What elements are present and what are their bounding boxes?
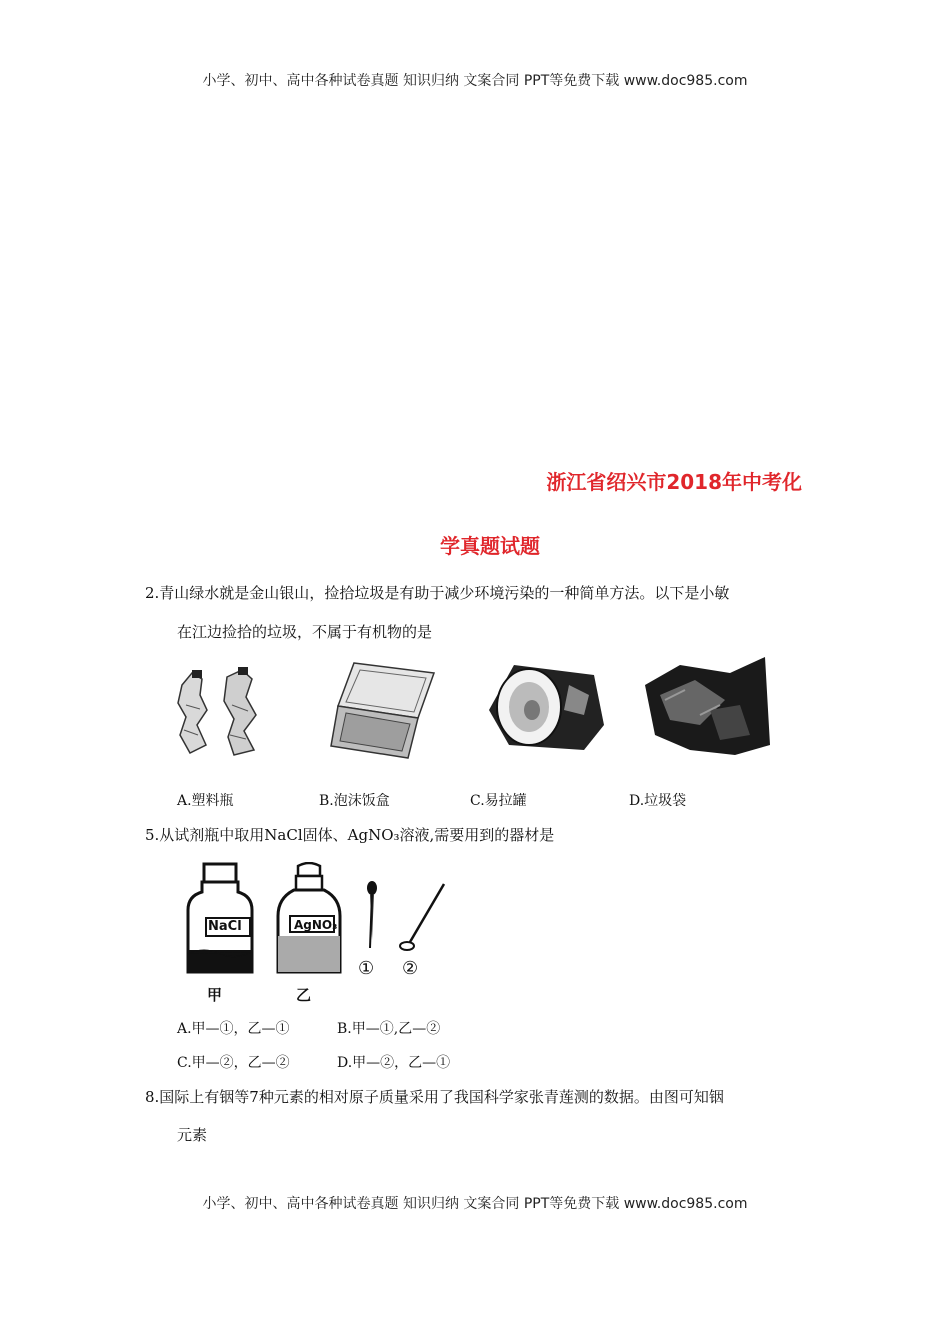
garbage-bag-image [640,655,772,760]
q2-text-line-1: 2.青山绿水就是金山银山，捡拾垃圾是有助于减少环境污染的一种简单方法。以下是小敏 [145,584,730,602]
q5-text-line-1: 5.从试剂瓶中取用NaCl固体、AgNO₃溶液,需要用到的器材是 [145,826,555,844]
q8-text-line-1: 8.国际上有铟等7种元素的相对原子质量采用了我国科学家张青莲测的数据。由图可知铟 [145,1088,724,1106]
page-header: 小学、初中、高中各种试卷真题 知识归纳 文案合同 PPT等免费下载 www.doc985.com [202,73,748,89]
tool-label-2: ② [402,958,419,979]
q2-option-a[interactable]: A.塑料瓶 [177,793,234,809]
title-line-1: 浙江省绍兴市2018年中考化 [546,470,802,494]
spatula-icon [396,880,451,955]
q2-option-b[interactable]: B.泡沫饭盒 [319,793,390,809]
can-image [484,655,614,760]
q8-text-line-2: 元素 [177,1126,208,1144]
title-line-2: 学真题试题 [440,534,540,558]
bottle-name-jia: 甲 [207,986,223,1004]
page-footer: 小学、初中、高中各种试卷真题 知识归纳 文案合同 PPT等免费下载 www.doc985.com [202,1196,748,1212]
q5-option-d[interactable]: D.甲—②，乙—① [337,1055,451,1071]
q2-text-line-2: 在江边捡拾的垃圾，不属于有机物的是 [177,623,433,641]
tool-label-1: ① [358,958,375,979]
q5-option-b[interactable]: B.甲—①,乙—② [337,1021,441,1037]
q2-option-d[interactable]: D.垃圾袋 [629,793,687,809]
q5-option-c[interactable]: C.甲—②，乙—② [177,1055,290,1071]
foam-box-image [326,658,441,763]
q2-option-c[interactable]: C.易拉罐 [470,793,527,809]
plastic-bottles-image [172,665,272,760]
bottle-name-yi: 乙 [296,986,312,1004]
bottle-jia-label: NaCl [208,919,242,934]
bottle-yi-label: AgNO₃ [294,918,338,932]
q5-option-a[interactable]: A.甲—①，乙—① [177,1021,290,1037]
dropper-icon [360,880,380,955]
